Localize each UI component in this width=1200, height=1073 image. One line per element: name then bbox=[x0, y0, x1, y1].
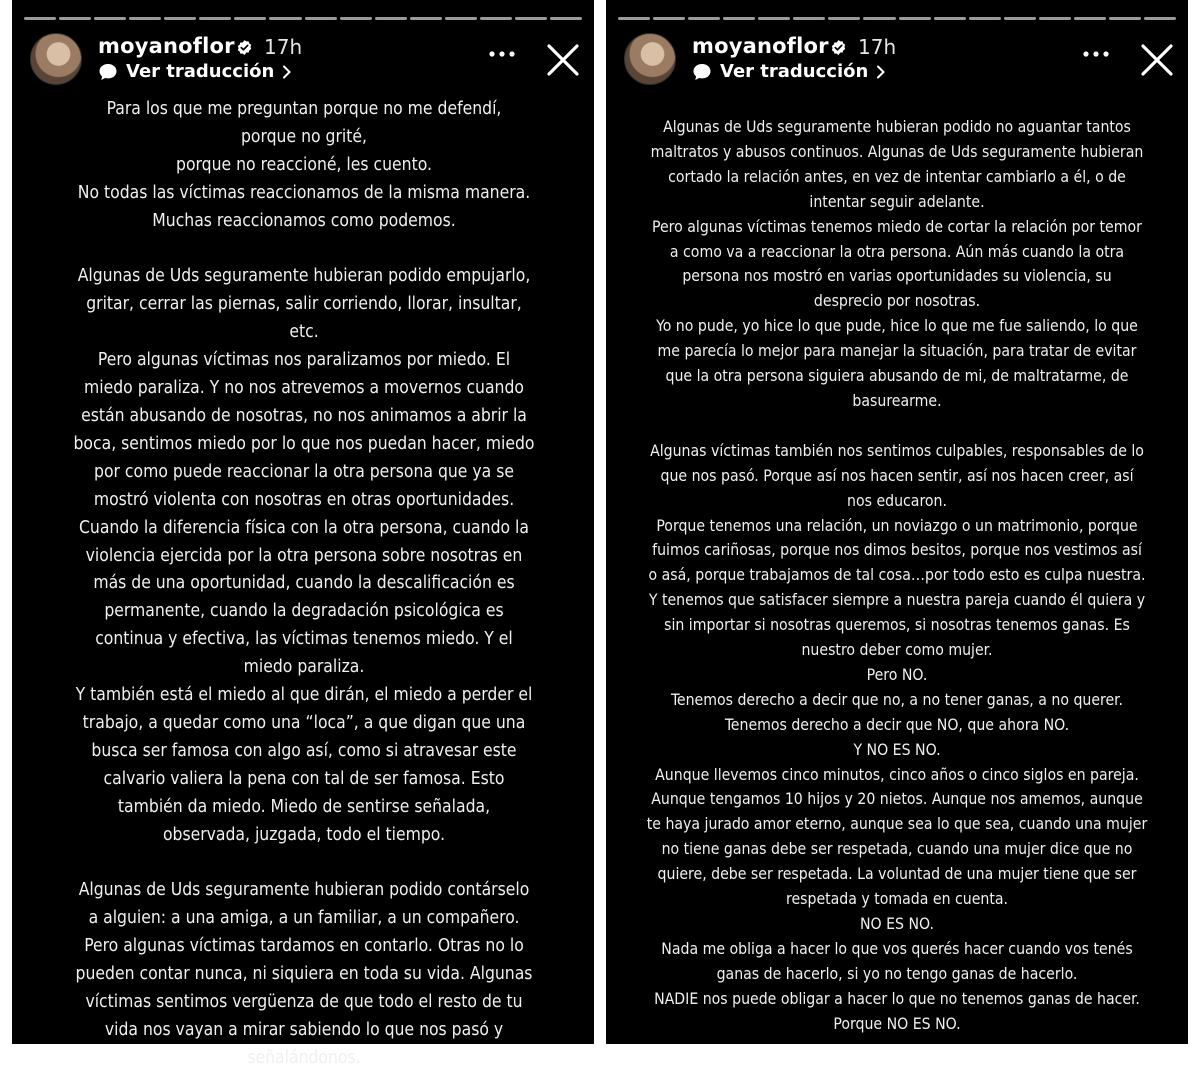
progress-segment bbox=[305, 17, 337, 20]
progress-segment bbox=[758, 17, 790, 20]
progress-segment bbox=[480, 17, 512, 20]
progress-segment bbox=[793, 17, 825, 20]
more-options-icon[interactable] bbox=[1081, 44, 1111, 64]
progress-segment bbox=[618, 17, 650, 20]
progress-segment bbox=[969, 17, 1001, 20]
post-time: 17h bbox=[264, 35, 303, 59]
progress-segment bbox=[24, 17, 56, 20]
progress-segment bbox=[340, 17, 372, 20]
close-icon[interactable] bbox=[1139, 42, 1175, 78]
progress-segment bbox=[653, 17, 685, 20]
story-text: Para los que me preguntan porque no me defendí, porque no grité, porque no reaccioné, les cuento. No todas las víctimas reaccionamos de la misma manera. Muchas reaccionamos como podemos. Algunas de Uds seguramente hubieran podido empujarlo, gritar, cerrar las piernas, salir corriendo, llorar, insultar, etc. Pero algunas víctimas nos paralizamos por miedo. El miedo paraliza. Y no nos atrevemos a movernos cuando están abusando de nosotras, no nos animamos a abrir la boca, sentimos miedo por lo que nos puedan hacer, miedo por como puede reaccionar la otra persona que ya se mostró violenta con nosotras en otras oportunidades. Cuando la diferencia física con la otra persona, cuando la violencia ejercida por la otra persona sobre nosotras en más de una oportunidad, cuando la descalificación es permanente, cuando la degradación psicológica es continua y efectiva, las víctimas tenemos miedo. Y el miedo paraliza. Y también está el miedo al que dirán, el miedo a perder el trabajo, a quedar como una “loca”, a que digan que una busca ser famosa con algo así, como si atravesar este calvario valiera la pena con tal de ser famosa. Esto también da miedo. Miedo de sentirse señalada, observada, juzgada, todo el tiempo. Algunas de Uds seguramente hubieran podido contárselo a alguien: a una amiga, a un familiar, a un compañero. Pero algunas víctimas tardamos en contarlo. Otras no lo pueden contar nunca, ni siquiera en toda su vida. Algunas víctimas sentimos vergüenza de que todo el resto de tu vida nos vayan a mirar sabiendo lo que nos pasó y señalándonos. bbox=[73, 99, 535, 1068]
chevron-right-icon bbox=[282, 65, 292, 79]
story-progress-bar bbox=[618, 17, 1176, 20]
translate-link[interactable] bbox=[692, 61, 886, 82]
username[interactable]: moyanoflor bbox=[98, 34, 235, 58]
progress-segment bbox=[234, 17, 266, 20]
progress-segment bbox=[164, 17, 196, 20]
progress-segment bbox=[934, 17, 966, 20]
progress-segment bbox=[1109, 17, 1141, 20]
verified-badge-icon bbox=[830, 39, 847, 56]
progress-segment bbox=[899, 17, 931, 20]
post-time: 17h bbox=[858, 35, 897, 59]
avatar[interactable] bbox=[30, 33, 82, 85]
avatar[interactable] bbox=[624, 33, 676, 85]
progress-segment bbox=[863, 17, 895, 20]
progress-segment bbox=[550, 17, 582, 20]
close-icon[interactable] bbox=[545, 42, 581, 78]
translate-link[interactable] bbox=[98, 61, 292, 82]
speech-bubble-icon bbox=[692, 63, 712, 81]
story-panel-right[interactable] bbox=[606, 0, 1188, 1044]
translate-label: Ver traducción bbox=[720, 61, 869, 82]
progress-segment bbox=[515, 17, 547, 20]
story-text: Algunas de Uds seguramente hubieran podido no aguantar tantos maltratos y abusos continuos. Algunas de Uds seguramente hubieran cortado la relación antes, en vez de intentar cambiarlo a él, o de intentar seguir adelante. Pero algunas víctimas tenemos miedo de cortar la relación por temor a como va a reaccionar la otra persona. Aún más cuando la otra persona nos mostró en varias oportunidades su violencia, su desprecio por nosotras. Yo no pude, yo hice lo que pude, hice lo que me fue saliendo, lo que me parecía lo mejor para manejar la situación, para tratar de evitar que la otra persona siguiera abusando de mi, de maltratarme, de basurearme. Algunas víctimas también nos sentimos culpables, responsables de lo que nos pasó. Porque así nos hacen sentir, así nos hacen creer, así nos educaron. Porque tenemos una relación, un noviazgo o un matrimonio, porque fuimos cariñosas, porque nos dimos besitos, porque nos vestimos así o asá, porque trabajamos de tal cosa…por todo esto es culpa nuestra. Y tenemos que satisfacer siempre a nuestra pareja cuando él quiera y sin importar si nosotras queremos, si nosotras tenemos ganas. Es nuestro deber como mujer. Pero NO. Tenemos derecho a decir que no, a no tener ganas, a no querer. Tenemos derecho a decir que NO, que ahora NO. Y NO ES NO. Aunque llevemos cinco minutos, cinco años o cinco siglos en pareja. Aunque tengamos 10 hijos y 20 nietos. Aunque nos amemos, aunque te haya jurado amor eterno, aunque sea lo que sea, cuando una mujer no tiene ganas debe ser respetada, cuando una mujer dice que no quiere, debe ser respetada. La voluntad de una mujer tiene que ser respetada y tomada en cuenta. NO ES NO. Nada me obliga a hacer lo que vos querés hacer cuando vos tenés ganas de hacerlo, si yo no tengo ganas de hacerlo. NADIE nos puede obligar a hacer lo que no tenemos ganas de hacer. Porque NO ES NO. bbox=[646, 117, 1148, 1033]
progress-segment bbox=[828, 17, 860, 20]
story-panel-left[interactable] bbox=[12, 0, 594, 1068]
progress-segment bbox=[1074, 17, 1106, 20]
story-progress-bar bbox=[24, 17, 582, 20]
progress-segment bbox=[199, 17, 231, 20]
progress-segment bbox=[1144, 17, 1176, 20]
progress-segment bbox=[410, 17, 442, 20]
progress-segment bbox=[445, 17, 477, 20]
progress-segment bbox=[269, 17, 301, 20]
progress-segment bbox=[723, 17, 755, 20]
progress-segment bbox=[375, 17, 407, 20]
progress-segment bbox=[94, 17, 126, 20]
translate-label: Ver traducción bbox=[126, 61, 275, 82]
verified-badge-icon bbox=[236, 39, 253, 56]
progress-segment bbox=[129, 17, 161, 20]
username[interactable]: moyanoflor bbox=[692, 34, 829, 58]
progress-segment bbox=[59, 17, 91, 20]
progress-segment bbox=[1039, 17, 1071, 20]
more-options-icon[interactable] bbox=[487, 44, 517, 64]
progress-segment bbox=[688, 17, 720, 20]
progress-segment bbox=[1004, 17, 1036, 20]
speech-bubble-icon bbox=[98, 63, 118, 81]
chevron-right-icon bbox=[876, 65, 886, 79]
